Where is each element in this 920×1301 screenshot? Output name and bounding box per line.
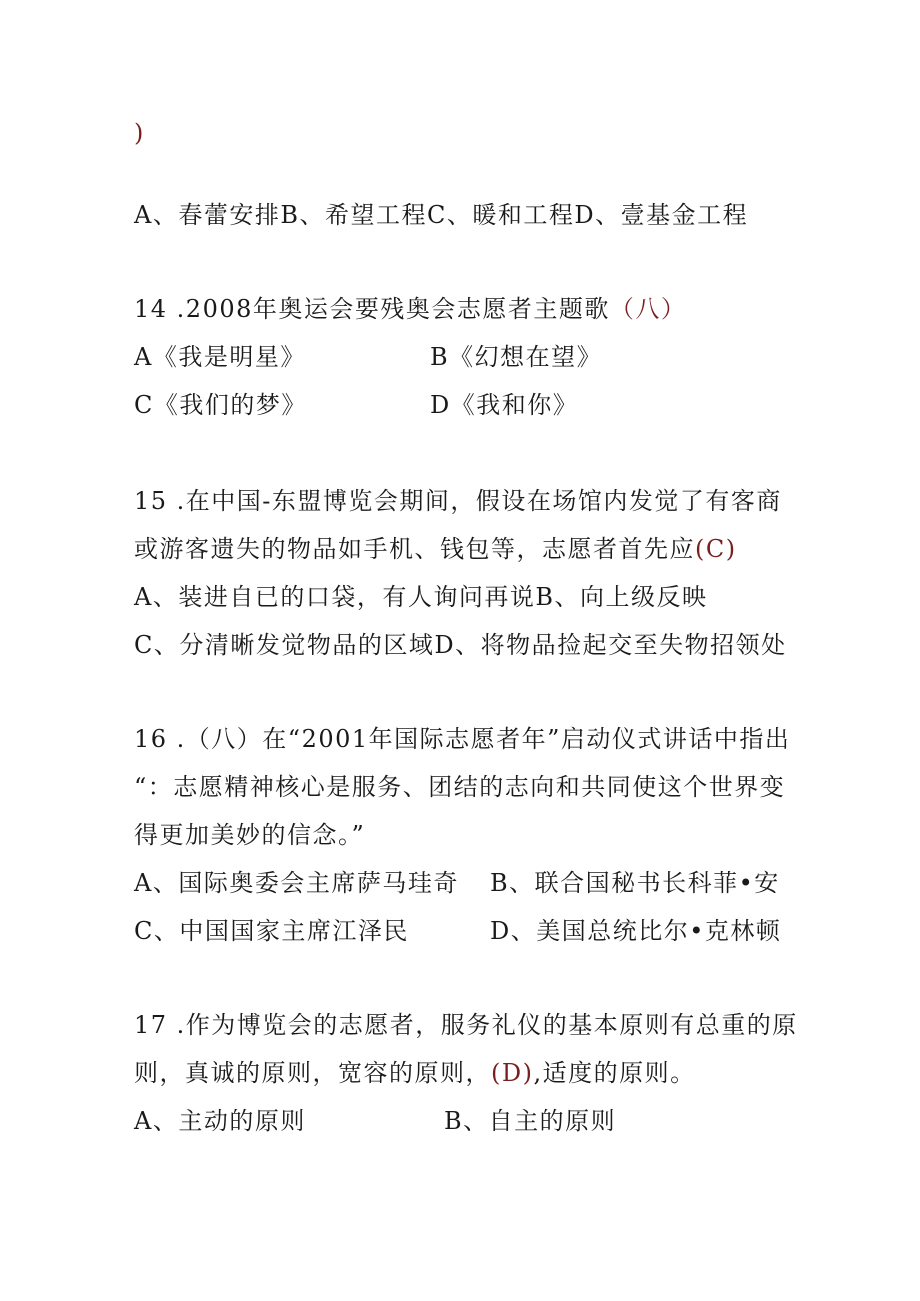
- q13-options: A、春蕾安排B、希望工程C、暖和工程D、壹基金工程: [134, 201, 749, 229]
- q14-stem: [134, 294, 686, 324]
- q17-stem-line1: 17 .作为博览会的志愿者，服务礼仪的基本原则有总重的原: [134, 1011, 798, 1039]
- q15-stem-text: 或游客遗失的物品如手机、钱包等，志愿者首先应: [134, 535, 695, 563]
- q15-stem-line1: 15 .在中国-东盟博览会期间，假设在场馆内发觉了有客商: [134, 487, 782, 515]
- q17-option-a: A、主动的原则: [134, 1107, 306, 1135]
- previous-question-tail: ): [134, 119, 145, 147]
- q14-options-row1: [134, 342, 603, 372]
- q14-stem-text: 14 .2008年奥运会要残奥会志愿者主题歌: [134, 295, 610, 323]
- q14-option-b: B《幻想在望》: [430, 343, 603, 371]
- q16-stem-line1: 16 .（八）在“2001年国际志愿者年”启动仪式讲话中指出: [134, 725, 791, 753]
- q16-stem-line2: “：志愿精神核心是服务、团结的志向和共同使这个世界变: [134, 773, 786, 801]
- q16-stem-line3: 得更加美妙的信念。”: [134, 821, 366, 849]
- q14-option-c: C《我们的梦》: [134, 391, 307, 419]
- q14-option-a: A《我是明星》: [134, 343, 306, 371]
- q17-option-b: B、自主的原则: [444, 1107, 617, 1135]
- q15-stem-line2: [134, 534, 737, 564]
- q17-stem-line2: [134, 1058, 696, 1088]
- q15-answer: (C): [695, 535, 737, 563]
- q16-options-row2: [134, 916, 782, 946]
- q15-options-ab: A、装进自已的口袋，有人询问再说B、向上级反映: [134, 583, 708, 611]
- q17-answer: (D): [491, 1059, 534, 1087]
- q16-option-c: C、中国国家主席江泽民: [134, 917, 409, 945]
- q17-stem-suffix: ,适度的原则。: [533, 1059, 696, 1087]
- q16-options-row1: [134, 868, 780, 898]
- q16-option-a: A、国际奥委会主席萨马珪奇: [134, 869, 459, 897]
- q17-stem-text: 则，真诚的原则，宽容的原则，: [134, 1059, 491, 1087]
- q16-option-b: B、联合国秘书长科菲•安: [490, 869, 780, 897]
- q16-option-d: D、美国总统比尔•克林顿: [490, 917, 782, 945]
- q17-options-row1: [134, 1106, 617, 1136]
- q14-answer: （八）: [609, 295, 687, 323]
- q15-options-cd: C、分清晰发觉物品的区域D、将物品捡起交至失物招领处: [134, 631, 787, 659]
- q14-option-d: D《我和你》: [430, 391, 579, 419]
- q14-options-row2: [134, 390, 579, 420]
